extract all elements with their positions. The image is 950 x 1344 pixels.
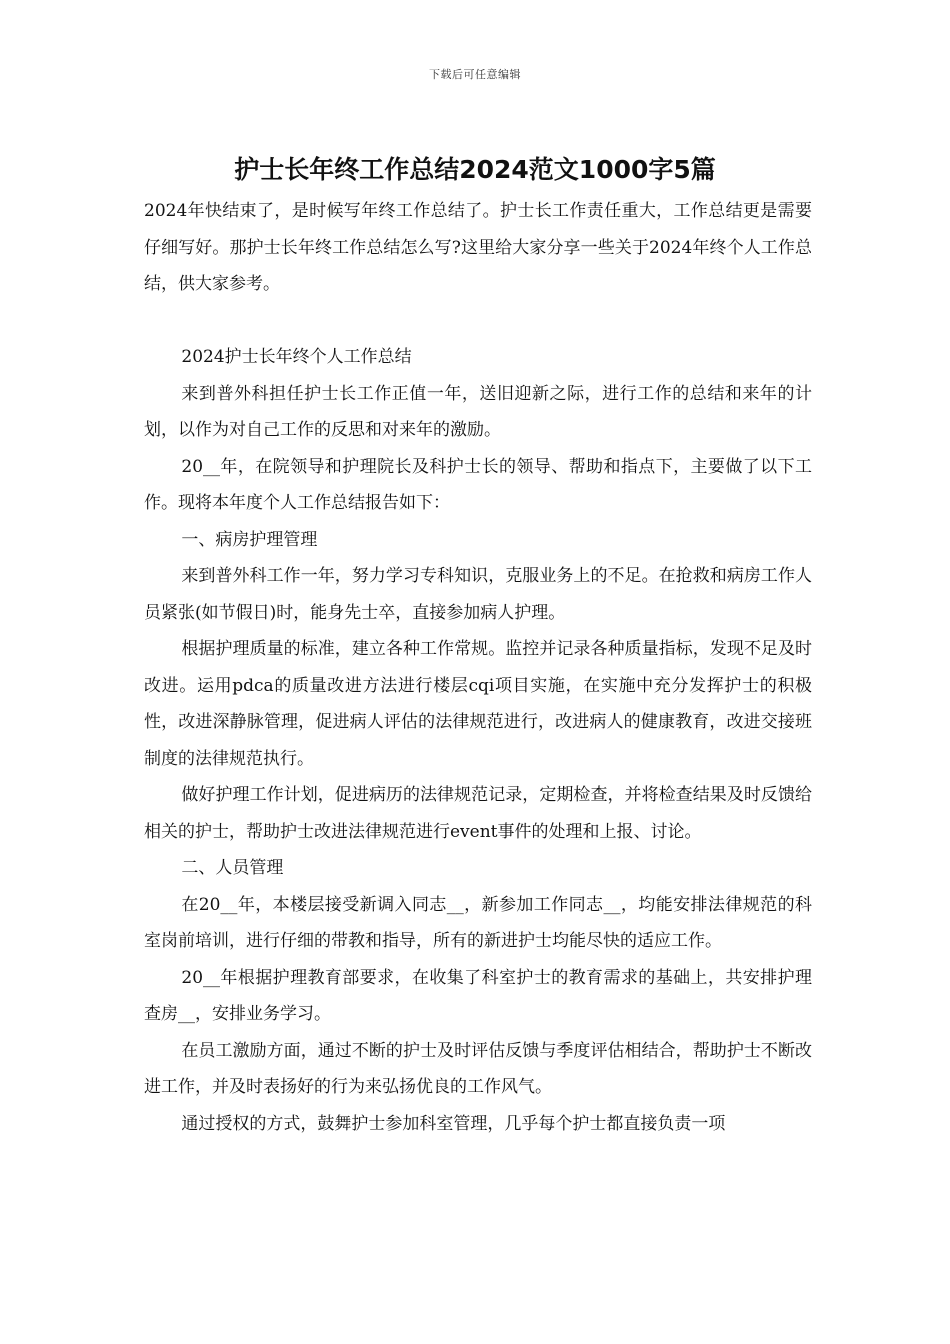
paragraph: 通过授权的方式，鼓舞护士参加科室管理，几乎每个护士都直接负责一项 xyxy=(181,1113,726,1134)
paragraph: 根据护理质量的标准，建立各种工作常规。监控并记录各种质量指标，发现不足及时改进。运用pdca的质量改进方法进行楼层cqi项目实施，在实施中充分发挥护士的积极性，改进深静脉管理，促进病人评估的法律规范进行，改进病人的健康教育，改进交接班制度的法律规范执行。 xyxy=(144,639,812,769)
paragraph: 2024护士长年终个人工作总结 xyxy=(181,347,412,367)
paragraph: 在20__年，本楼层接受新调入同志__，新参加工作同志__，均能安排法律规范的科室岗前培训，进行仔细的带教和指导，所有的新进护士均能尽快的适应工作。 xyxy=(144,894,812,951)
paragraph: 一、病房护理管理 xyxy=(181,529,318,550)
paragraph: 来到普外科担任护士长工作正值一年，送旧迎新之际，进行工作的总结和来年的计划，以作为对自己工作的反思和对来年的激励。 xyxy=(144,383,812,440)
paragraph: 在员工激励方面，通过不断的护士及时评估反馈与季度评估相结合，帮助护士不断改进工作，并及时表扬好的行为来弘扬优良的工作风气。 xyxy=(144,1040,812,1097)
paragraph: 20__年，在院领导和护理院长及科护士长的领导、帮助和指点下，主要做了以下工作。现将本年度个人工作总结报告如下： xyxy=(144,456,812,513)
paragraph: 20__年根据护理教育部要求，在收集了科室护士的教育需求的基础上，共安排护理查房__，安排业务学习。 xyxy=(144,967,812,1024)
document-title: 护士长年终工作总结2024范文1000字5篇 xyxy=(234,155,716,184)
paragraph-gap xyxy=(144,303,812,340)
paragraph: 二、人员管理 xyxy=(181,858,284,878)
paragraph: 来到普外科工作一年，努力学习专科知识，克服业务上的不足。在抢救和病房工作人员紧张(如节假日)时，能身先士卒，直接参加病人护理。 xyxy=(144,566,812,623)
document-body xyxy=(144,193,812,1142)
paragraph: 做好护理工作计划，促进病历的法律规范记录，定期检查，并将检查结果及时反馈给相关的护士，帮助护士改进法律规范进行event事件的处理和上报、讨论。 xyxy=(144,785,812,842)
header-note: 下载后可任意编辑 xyxy=(429,68,521,81)
paragraph: 2024年快结束了，是时候写年终工作总结了。护士长工作责任重大，工作总结更是需要仔细写好。那护士长年终工作总结怎么写?这里给大家分享一些关于2024年终个人工作总结，供大家参考。 xyxy=(144,201,812,294)
